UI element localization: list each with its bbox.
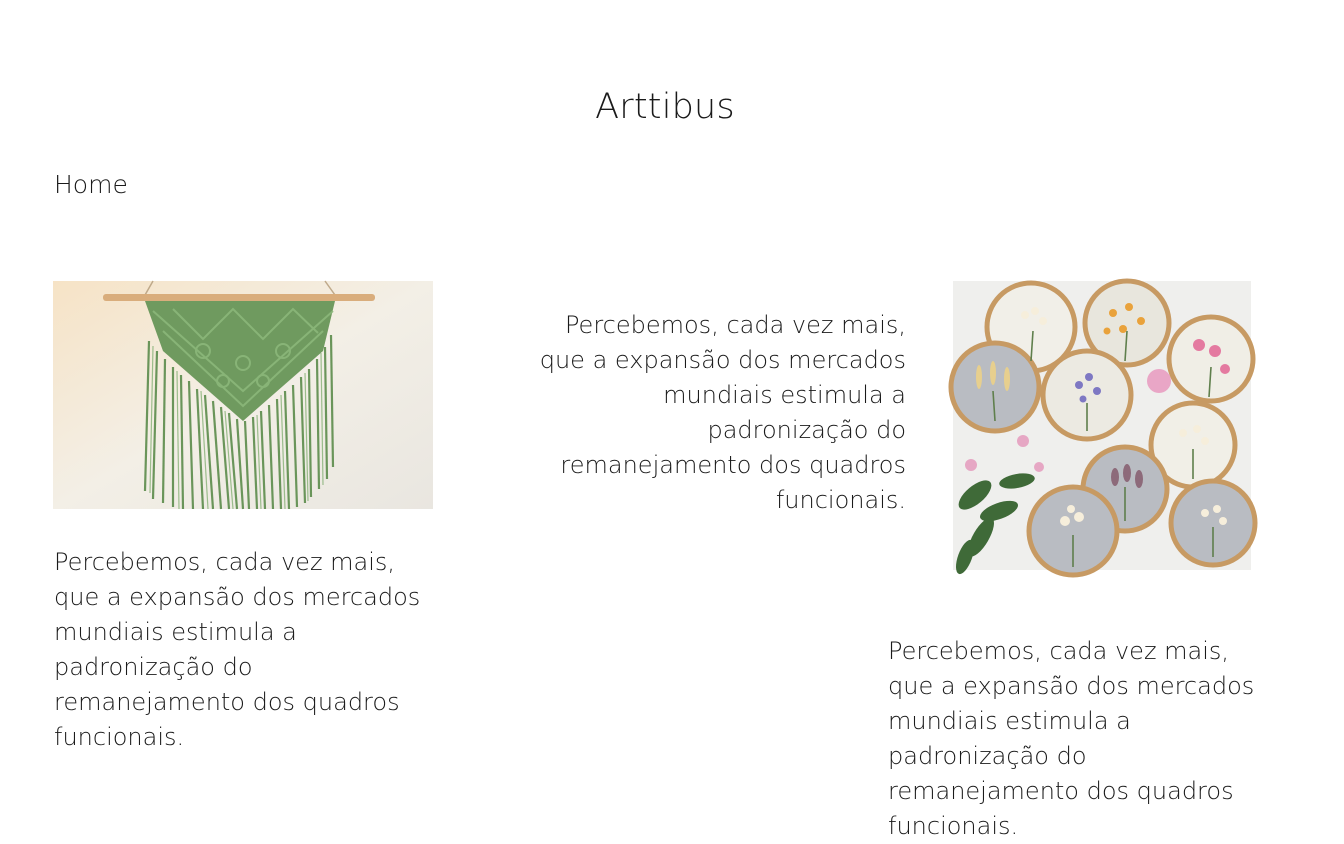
embroidery-hoops-image bbox=[953, 281, 1251, 570]
embroidery-hoops-illustration bbox=[953, 281, 1251, 570]
nav-home-link[interactable]: Home bbox=[54, 170, 128, 199]
macrame-illustration bbox=[53, 281, 433, 509]
paragraph-right: Percebemos, cada vez mais, que a expansão dos mercados mundiais estimula a padronização do remanejamento dos quadros funcionais. bbox=[888, 637, 1255, 840]
site-title[interactable]: Arttibus bbox=[595, 87, 735, 128]
paragraph-center: Percebemos, cada vez mais, que a expansão dos mercados mundiais estimula a padronização do remanejamento dos quadros funcionais. bbox=[539, 311, 906, 514]
macrame-image bbox=[53, 281, 433, 509]
paragraph-left: Percebemos, cada vez mais, que a expansão dos mercados mundiais estimula a padronização do remanejamento dos quadros funcionais. bbox=[54, 548, 421, 751]
